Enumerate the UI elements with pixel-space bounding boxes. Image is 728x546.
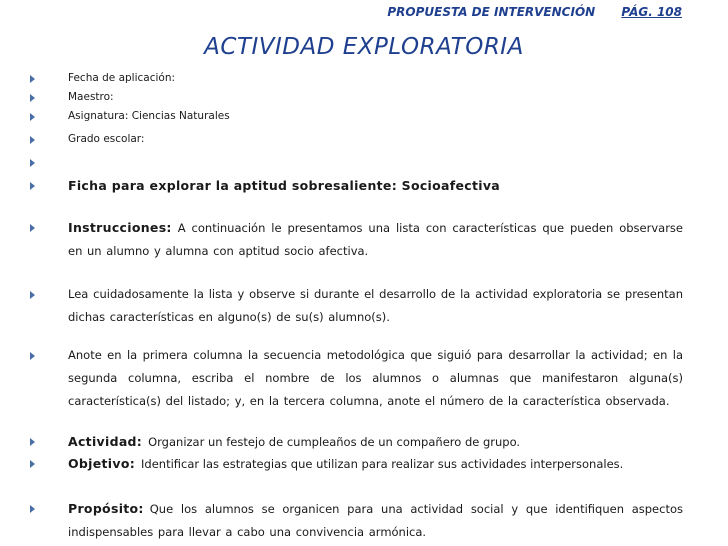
- list-item-anote: [50, 344, 683, 413]
- actividad-text: Organizar un festejo de cumpleaños de un compañero de grupo.: [148, 435, 521, 449]
- list-item-objetivo: [50, 452, 683, 476]
- maestro-label: Maestro:: [68, 91, 114, 103]
- section-title: PROPUESTA DE INTERVENCIÓN: [387, 5, 596, 19]
- ficha-heading: Ficha para explorar la aptitud sobresaliente: Socioafectiva: [68, 178, 501, 193]
- bullet-icon: [30, 151, 40, 174]
- list-item-grado: [50, 128, 683, 151]
- bullet-icon: [30, 344, 40, 367]
- asignatura-label: Asignatura: Ciencias Naturales: [68, 110, 230, 122]
- proposito-label: Propósito:: [68, 501, 144, 516]
- list-item-instrucciones: [50, 216, 683, 263]
- page-number: PÁG. 108: [621, 5, 682, 19]
- list-item-actividad: [50, 430, 683, 454]
- lea-text: Lea cuidadosamente la lista y observe si durante el desarrollo de la actividad exploratoria se presentan dichas características en alguno(s) de su(s) alumno(s).: [68, 287, 683, 324]
- page-header: [387, 5, 682, 19]
- objetivo-label: Objetivo:: [68, 456, 136, 471]
- bullet-icon: [30, 283, 40, 306]
- grado-label: Grado escolar:: [68, 133, 145, 145]
- bullet-icon: [30, 452, 40, 475]
- bullet-icon: [30, 128, 40, 151]
- list-item-proposito: [50, 497, 683, 544]
- list-item-ficha: [50, 174, 683, 197]
- bullet-icon: [30, 174, 40, 197]
- proposito-text: Que los alumnos se organicen para una actividad social y que identifiquen aspectos indispensables para llevar a cabo una convivencia armónica.: [68, 502, 683, 539]
- actividad-label: Actividad:: [68, 434, 143, 449]
- instrucciones-label: Instrucciones:: [68, 220, 172, 235]
- list-item-lea: [50, 283, 683, 329]
- bullet-icon: [30, 216, 40, 239]
- list-item-asignatura: [50, 105, 683, 128]
- page-title: ACTIVIDAD EXPLORATORIA: [204, 34, 524, 60]
- instrucciones-text: A continuación le presentamos una lista con características que pueden observarse en un alumno y alumna con aptitud socio afectiva.: [68, 221, 683, 258]
- fecha-label: Fecha de aplicación:: [68, 72, 176, 84]
- bullet-icon: [30, 497, 40, 520]
- anote-text: Anote en la primera columna la secuencia metodológica que siguió para desarrollar la actividad; en la segunda columna, escriba el nombre de los alumnos o alumnas que manifestaron alguna(s) característica(s) del listado; y, en la tercera columna, anote el número de la característica observada.: [68, 348, 683, 408]
- objetivo-text: Identificar las estrategias que utilizan para realizar sus actividades interpersonales.: [141, 457, 624, 471]
- bullet-icon: [30, 105, 40, 128]
- bullet-icon: [30, 430, 40, 453]
